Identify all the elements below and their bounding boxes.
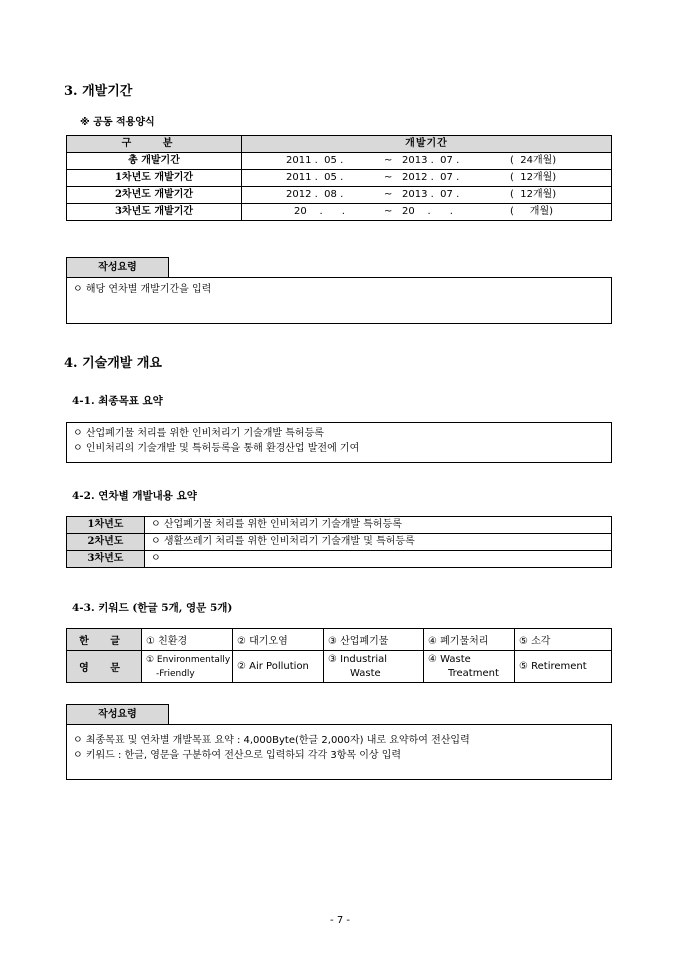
guide-box: [66, 277, 612, 324]
period-cell: [242, 153, 612, 170]
header-division: 구 분: [67, 136, 242, 153]
row-label: 2차년도 개발기간: [67, 187, 242, 204]
table-row: [67, 187, 612, 204]
section-4-2-title: 4-2. 연차별 개발내용 요약: [72, 490, 197, 502]
guide-line: ㅇ 해당 연차별 개발기간을 입력: [73, 284, 212, 295]
start-date: 2011 . 05 .: [286, 155, 344, 166]
period-cell: [242, 204, 612, 221]
period-cell: [242, 187, 612, 204]
english-keyword-row: [67, 651, 612, 683]
tilde: ~: [384, 206, 393, 217]
keyword-line: ① Environmentally: [146, 654, 231, 665]
end-date: 2012 . 07 .: [402, 172, 460, 183]
months: ( 개월): [510, 206, 554, 217]
keyword-line: ④ Waste: [428, 653, 471, 665]
start-date: 20 . .: [294, 206, 345, 217]
months: ( 12개월): [510, 172, 557, 183]
korean-keyword-row: [67, 629, 612, 651]
keyword-cell: ④ 폐기물처리: [424, 629, 515, 651]
end-date: 2013 . 07 .: [402, 189, 460, 200]
keyword-cell: [324, 651, 424, 683]
guide-line: ㅇ 최종목표 및 연차별 개발목표 요약 : 4,000Byte(한글 2,000자) 내로 요약하여 전산입력: [73, 735, 470, 746]
table-row: [67, 517, 612, 534]
year-content: ㅇ 산업폐기물 처리를 위한 인비처리기 기술개발 특허등록: [145, 517, 612, 534]
keyword-line: ② Air Pollution: [237, 660, 309, 672]
guide-tab: 작성요령: [66, 257, 169, 278]
keyword-cell: [424, 651, 515, 683]
header-period: 개발기간: [242, 136, 612, 153]
year-content: ㅇ 생활쓰레기 처리를 위한 인비처리기 기술개발 및 특허등록: [145, 534, 612, 551]
table-row: [67, 153, 612, 170]
korean-label: 한 글: [67, 629, 142, 651]
annual-content-table: [66, 516, 612, 568]
months: ( 12개월): [510, 189, 557, 200]
keyword-cell: ⑤ 소각: [515, 629, 612, 651]
tilde: ~: [384, 189, 393, 200]
table-row: [67, 204, 612, 221]
year-label: 1차년도: [67, 517, 145, 534]
common-form-note: ※ 공동 적용양식: [80, 117, 155, 128]
table-header-row: [67, 136, 612, 153]
section-4-1-title: 4-1. 최종목표 요약: [72, 395, 163, 407]
period-cell: [242, 170, 612, 187]
section-4-title: 4. 기술개발 개요: [64, 356, 162, 371]
section-4-3-title: 4-3. 키워드 (한글 5개, 영문 5개): [72, 602, 233, 614]
end-date: 2013 . 07 .: [402, 155, 460, 166]
guide-tab: 작성요령: [66, 704, 169, 725]
keyword-cell: [142, 651, 233, 683]
year-label: 3차년도: [67, 551, 145, 568]
guide-line: ㅇ 키워드 : 한글, 영문을 구분하여 전산으로 입력하되 각각 3항목 이상 입력: [73, 750, 402, 761]
table-row: [67, 170, 612, 187]
keyword-cell: [515, 651, 612, 683]
keyword-line: -Friendly: [156, 668, 195, 679]
table-row: [67, 551, 612, 568]
row-label: 3차년도 개발기간: [67, 204, 242, 221]
guide-box: [66, 724, 612, 780]
row-label: 1차년도 개발기간: [67, 170, 242, 187]
tilde: ~: [384, 172, 393, 183]
row-label: 총 개발기간: [67, 153, 242, 170]
section-3-title: 3. 개발기간: [64, 84, 133, 99]
months: ( 24개월): [510, 155, 557, 166]
year-content: ㅇ: [145, 551, 612, 568]
goal-line: ㅇ 인비처리의 기술개발 및 특허등록을 통해 환경산업 발전에 기여: [73, 443, 360, 454]
keyword-table: [66, 628, 612, 683]
keyword-line: Waste: [350, 667, 381, 679]
keyword-line: ③ Industrial: [328, 653, 388, 665]
end-date: 20 . .: [402, 206, 453, 217]
keyword-cell: ② 대기오염: [233, 629, 324, 651]
development-period-table: [66, 135, 612, 221]
english-label: 영 문: [67, 651, 142, 683]
tilde: ~: [384, 155, 393, 166]
keyword-cell: ③ 산업폐기물: [324, 629, 424, 651]
final-goal-box: [66, 422, 612, 463]
goal-line: ㅇ 산업폐기물 처리를 위한 인비처리기 기술개발 특허등록: [73, 428, 324, 439]
start-date: 2011 . 05 .: [286, 172, 344, 183]
keyword-line: Treatment: [448, 667, 499, 679]
keyword-cell: [233, 651, 324, 683]
keyword-cell: ① 친환경: [142, 629, 233, 651]
year-label: 2차년도: [67, 534, 145, 551]
start-date: 2012 . 08 .: [286, 189, 344, 200]
page-number: - 7 -: [330, 915, 350, 926]
table-row: [67, 534, 612, 551]
keyword-line: ⑤ Retirement: [519, 660, 587, 672]
